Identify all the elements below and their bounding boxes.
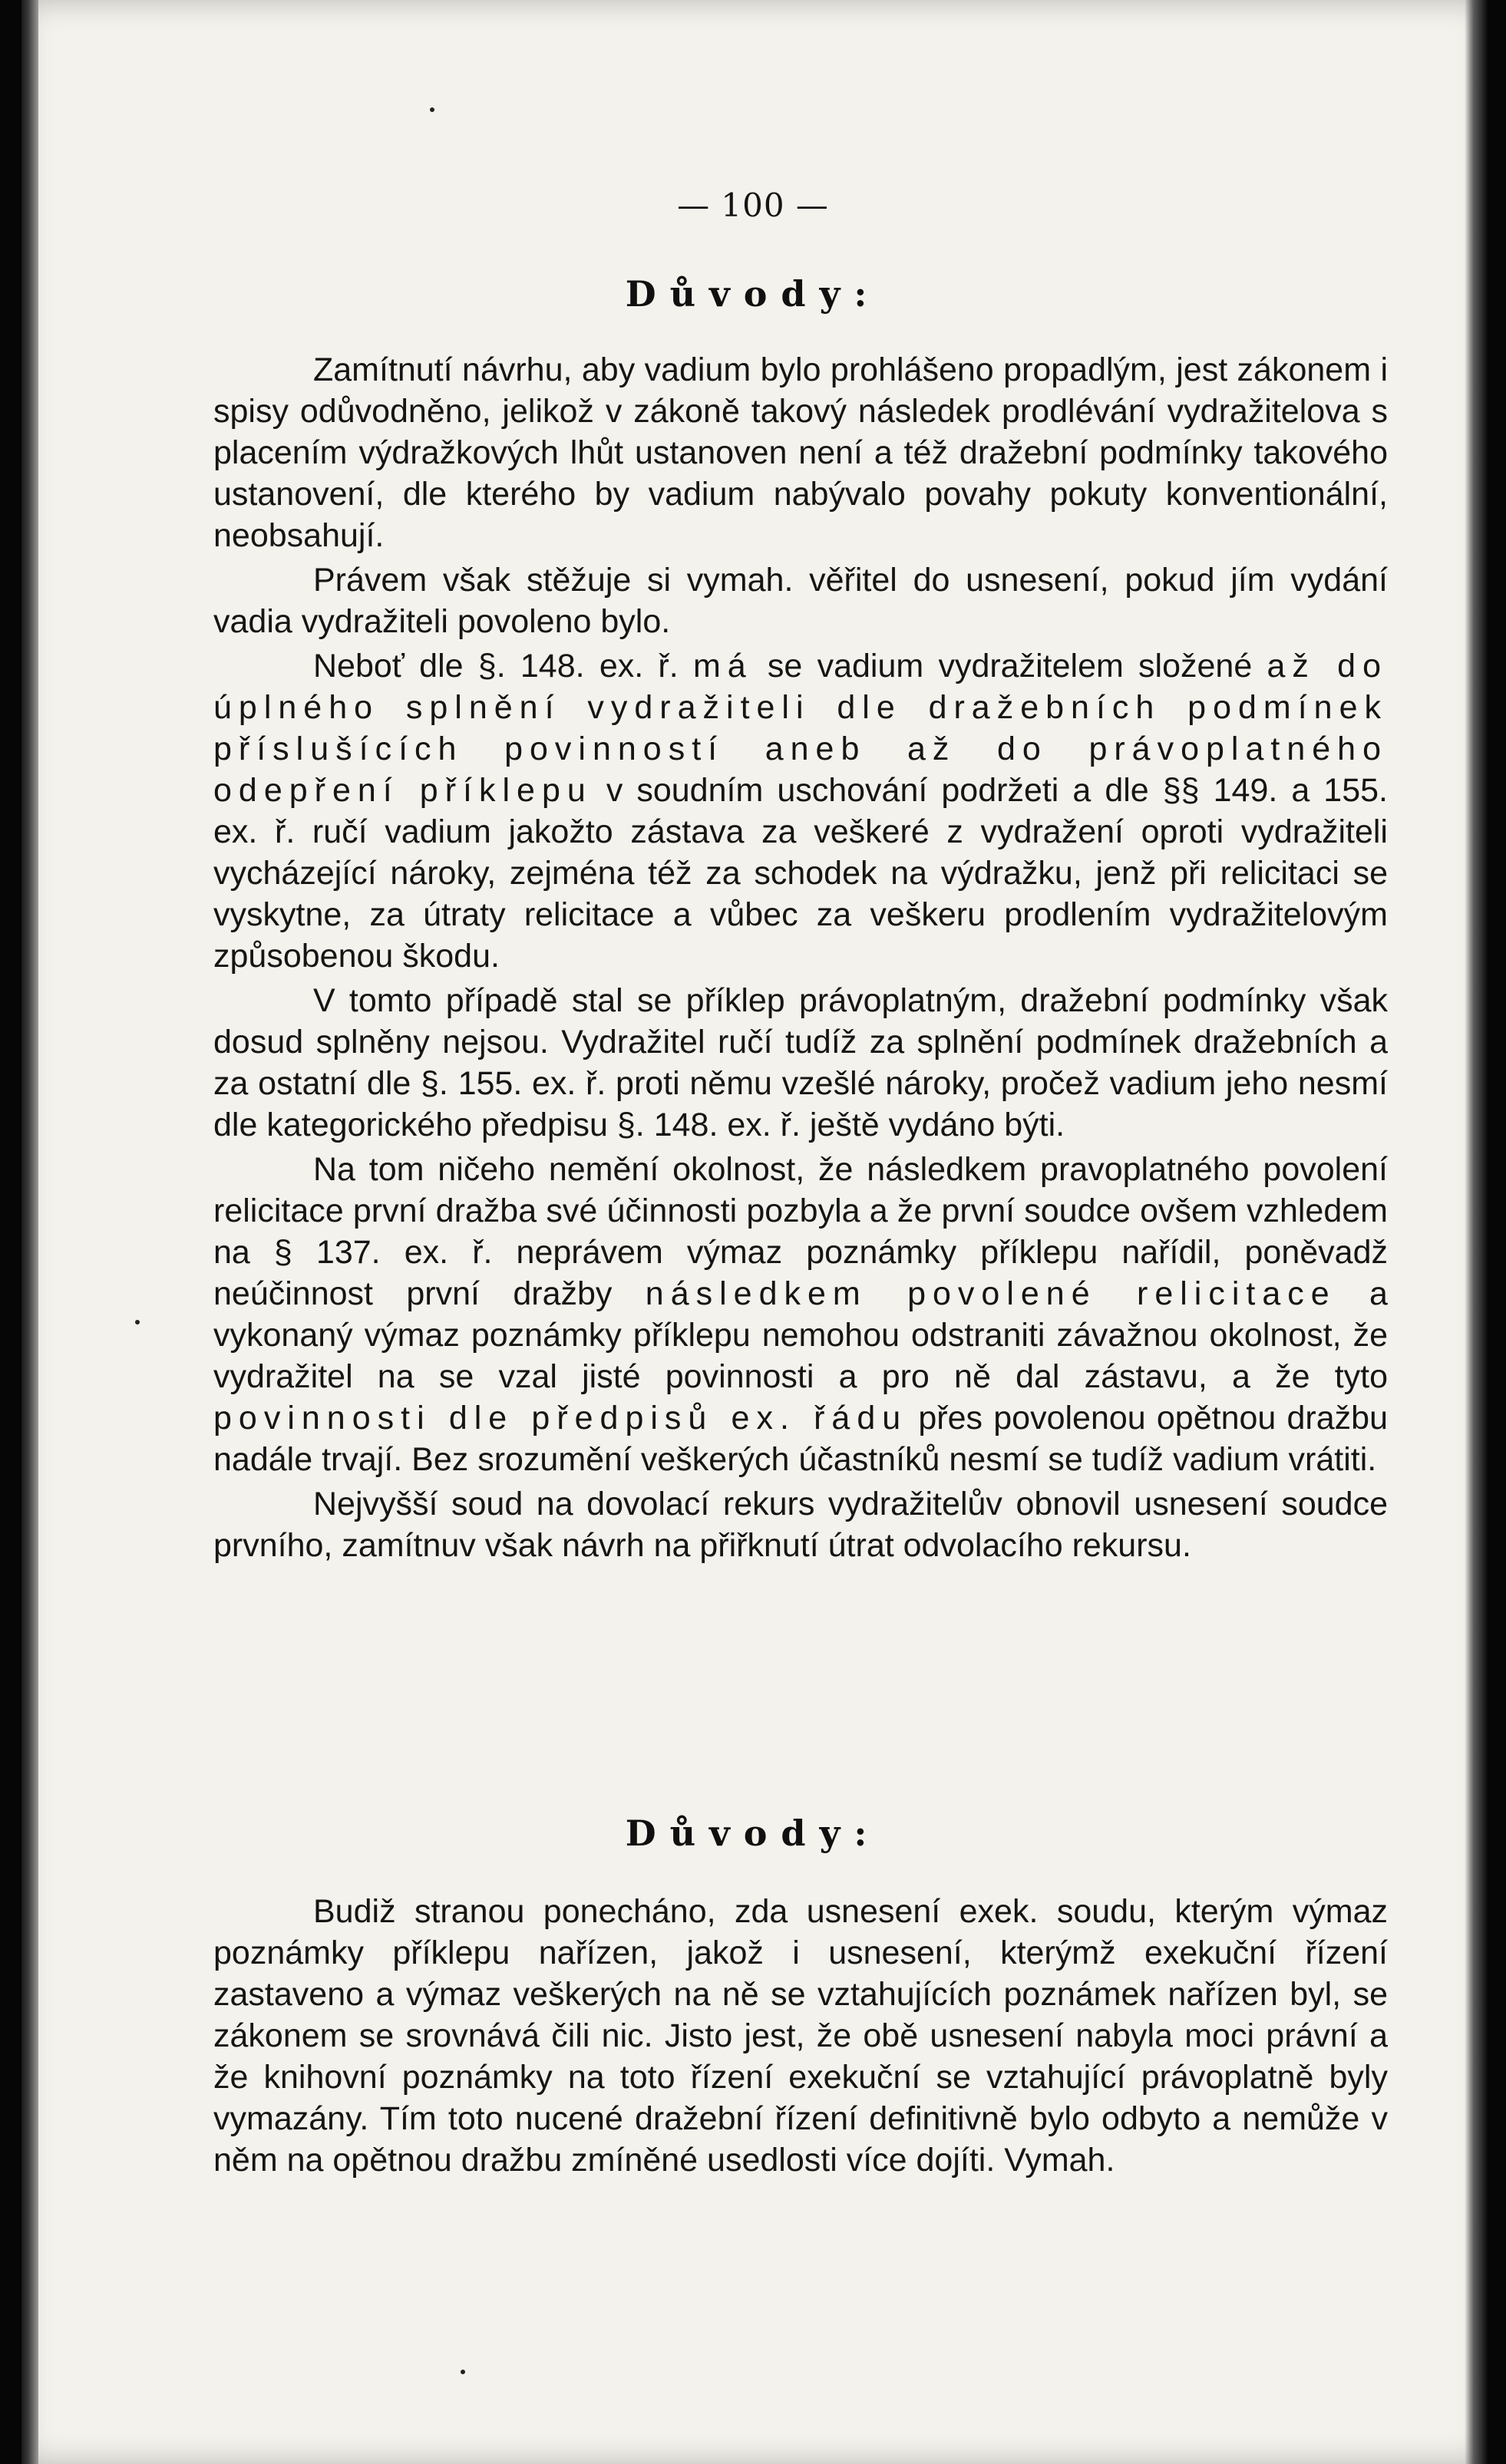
paragraph-5-emphasis-duties: povinnosti dle předpisů ex. řádu	[213, 1400, 908, 1437]
paragraph-3-emphasis-ma: má	[692, 648, 753, 684]
paragraph-7: Budiž stranou ponecháno, zda usnesení exek. soudu, kterým výmaz poznámky příklepu nařízen, jakož i usnesení, kterýmž exekuční řízení zastaveno a výmaz veškerých na ně se vztahujících poznámek nařízen byl, se zákonem se srovnává čili nic. Jisto jest, že obě usnesení nabyla moci právní a že knihovní poznámky na toto řízení exekuční se vztahující právoplatně byly vymazány. Tím toto nucené dražební řízení definitivně bylo odbyto a nemůže v něm na opětnou dražbu zmíněné usedlosti více dojíti. Vymah.	[213, 1893, 1388, 2179]
section-1-body	[213, 349, 1388, 1569]
paragraph-5-part-a: Na tom ničeho nemění okolnost, že následkem pravoplatného povolení relicitace první dražba své účinnosti pozbyla a že první soudce ovšem vzhledem na § 137. ex. ř. neprávem výmaz poznámky příklepu nařídil, poněvadž neúčinnost první dražby	[213, 1151, 1388, 1312]
paragraph-3-part-c: se vadium vydražitelem složené	[752, 648, 1267, 684]
section-heading-duvody-1: Důvody:	[625, 273, 881, 315]
paragraph-5	[213, 1149, 1388, 1480]
page-edge-shadow	[1465, 0, 1488, 2464]
paragraph-1: Zamítnutí návrhu, aby vadium bylo prohlášeno propadlým, jest zákonem i spisy odůvodněno, jelikož v zákoně takový následek prodlévání vydražitelova s placením výdražkových lhůt ustanoven není a též dražební podmínky takového ustanovení, dle kterého by vadium nabývalo povahy pokuty konventionální, neobsahují.	[213, 351, 1388, 554]
paragraph-5-part-c: a vykonaný výmaz poznámky příklepu nemohou odstraniti závažnou okolnost, že vydražitel na se vzal jisté povinnosti a pro ně dal zástavu, a že tyto	[213, 1275, 1388, 1395]
paragraph-3	[213, 645, 1388, 977]
paragraph-6: Nejvyšší soud na dovolací rekurs vydražitelův obnovil usnesení soudce prvního, zamítnuv však návrh na přiřknutí útrat odvolacího rekursu.	[213, 1486, 1388, 1564]
page-number: — 100 —	[677, 186, 829, 224]
print-speck	[135, 1320, 140, 1324]
section-heading-duvody-2: Důvody:	[625, 1813, 881, 1854]
paragraph-5-emphasis-relicitation: následkem povolené relicitace	[645, 1275, 1336, 1312]
paragraph-5-part-e: přes povolenou opětnou dražbu nadále trvají. Bez srozumění veškerých účastníků nesmí se tudíž vadium vrátiti.	[213, 1400, 1388, 1478]
section-2-body	[213, 1891, 1388, 2184]
paragraph-3-part-a: Neboť dle §. 148. ex. ř.	[313, 648, 693, 684]
paragraph-3-emphasis-condition: až do úplného splnění vydražiteli dle dražebních podmínek příslušících povinností aneb až do právoplatného odepření příklepu	[213, 648, 1388, 809]
book-spine-shadow	[21, 0, 38, 2464]
paragraph-2: Právem však stěžuje si vymah. věřitel do usnesení, pokud jím vydání vadia vydražiteli povoleno bylo.	[213, 562, 1388, 640]
print-speck	[430, 107, 434, 112]
paragraph-3-part-e: v soudním uschování podržeti a dle §§ 149. a 155. ex. ř. ručí vadium jakožto zástava za veškeré z vydražení oproti vydražiteli vycházející nároky, zejména též za schodek na výdražku, jenž při relicitaci se vyskytne, za útraty relicitace a vůbec za veškeru prodlením vydražitelovým způsobenou škodu.	[213, 772, 1389, 975]
print-speck	[461, 2370, 465, 2374]
paragraph-4: V tomto případě stal se příklep právoplatným, dražební podmínky však dosud splněny nejsou. Vydražitel ručí tudíž za splnění podmínek dražebních a za ostatní dle §. 155. ex. ř. proti němu vzešlé nároky, pročež vadium jeho nesmí dle kategorického předpisu §. 148. ex. ř. ještě vydáno býti.	[213, 982, 1388, 1143]
